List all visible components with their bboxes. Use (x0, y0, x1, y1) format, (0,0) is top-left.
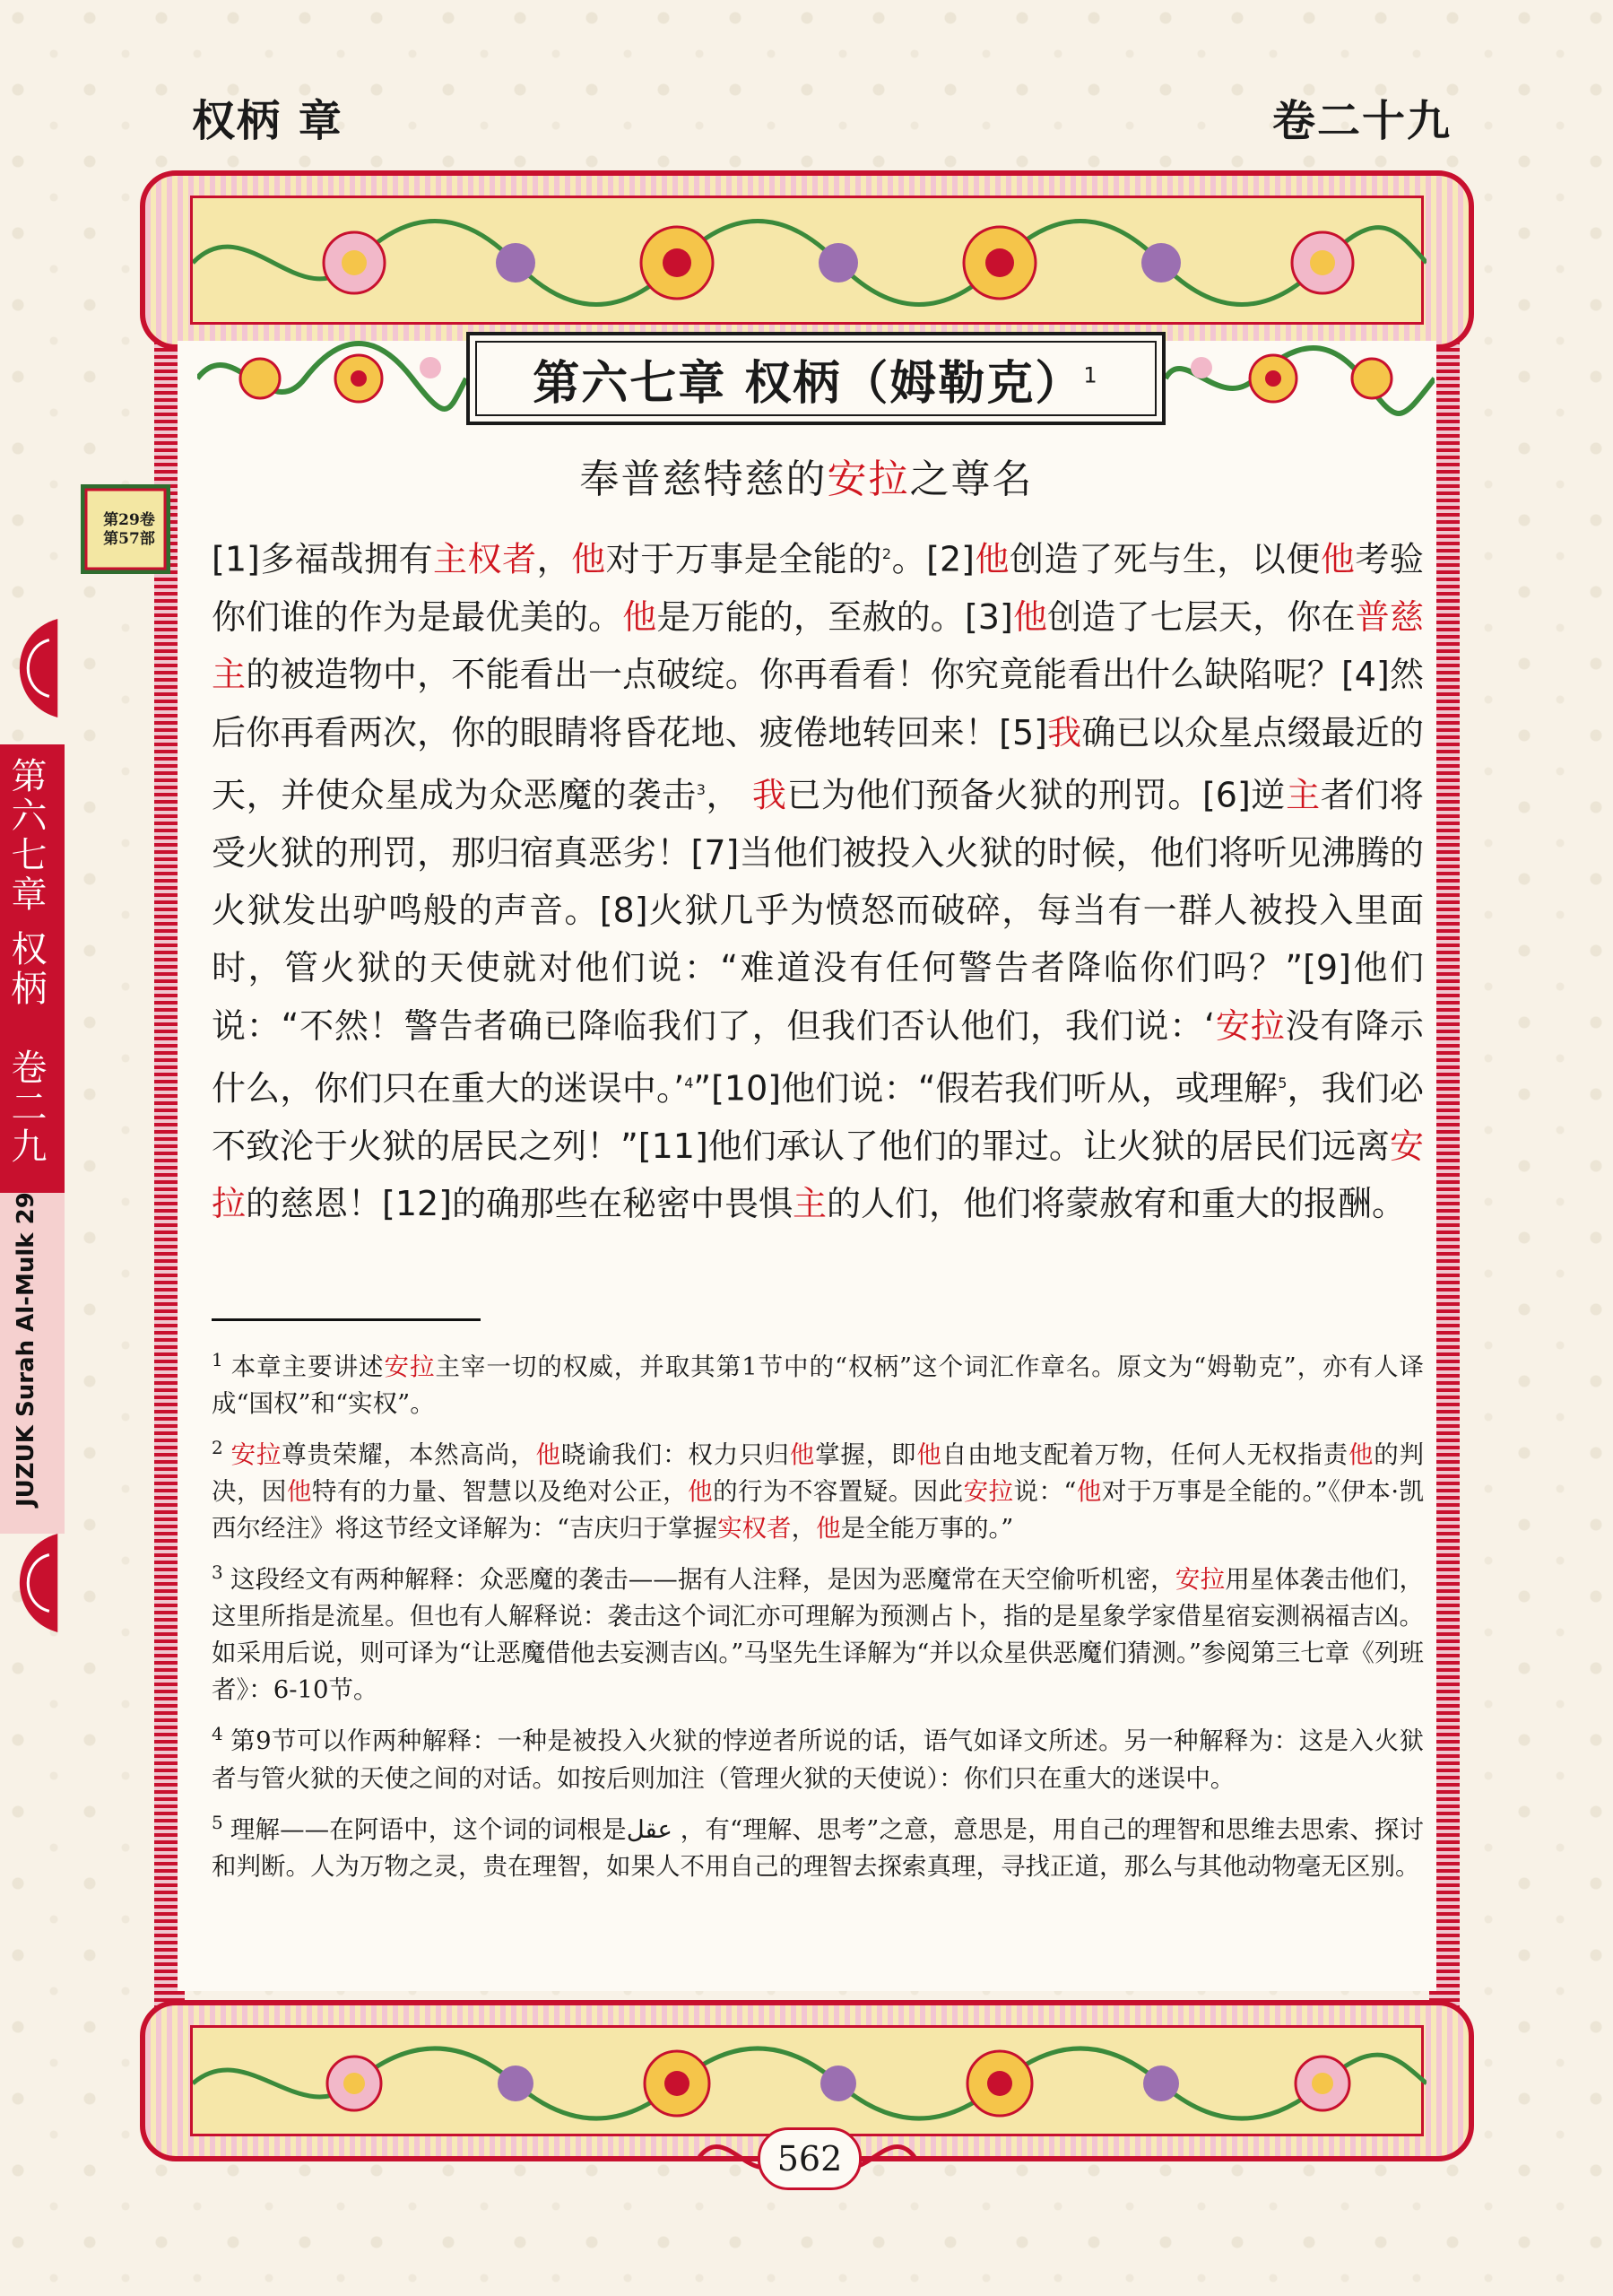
side-swirl-top (0, 619, 65, 718)
verse-text-run: 已为他们预备火狱的刑罚。[6]逆 (786, 775, 1287, 815)
footnote-text-run: 特有的力量、智慧以及绝对公正， (311, 1477, 689, 1507)
page-number-ornament (690, 2117, 924, 2197)
side-swirl-bottom (0, 1534, 65, 1632)
footnote-text-run: 第9节可以作两种解释：一种是被投入火狱的悖逆者所说的话，语气如译文所述。另一种解释为：这是入火狱者与管火狱的天使之间的对话。如按后则加注（管理火狱的天使说）：你们只在重大的迷误中。 (212, 1726, 1424, 1793)
title-footnote-ref: 1 (1083, 362, 1099, 388)
page-number: 562 (758, 2127, 862, 2190)
footnote-highlight: 实权者 (717, 1514, 792, 1544)
side-volume: 卷二九 (5, 1048, 47, 1167)
verse-text-run: 考验你们谁的作为是最优美的。 (212, 539, 1424, 637)
verse-highlight: 安拉 (1215, 1005, 1286, 1046)
footnotes (212, 1342, 1424, 1892)
verse-highlight: 主 (793, 1184, 828, 1224)
basmala-line: 奉普慈特慈的安拉之尊名 (579, 457, 1034, 502)
frame-top-band (140, 170, 1474, 350)
running-header-left: 权柄 章 (192, 96, 343, 146)
footnote-ref: 3 (696, 780, 706, 798)
footnote-number: 4 (212, 1723, 223, 1745)
footnote-text-run: 尊贵荣耀，本然高尚， (282, 1440, 536, 1470)
verse-highlight: 他 (1320, 539, 1356, 579)
title-right-ornament (1166, 332, 1435, 425)
verse-text-run: 创造了七层天，你在 (1047, 596, 1356, 637)
title-left-ornament (197, 332, 466, 425)
verse-text-run: ， (705, 775, 752, 815)
footnote-text-run: 说：“ (1013, 1477, 1077, 1507)
footnote-text-run: 对于万事是全能的。”《伊本·凯西尔经注》将这节经文译解为：“吉庆归于掌握 (212, 1477, 1425, 1544)
footnote-text-run: 本章主要讲述 (230, 1352, 385, 1382)
footnote-number: 3 (212, 1561, 223, 1584)
footnote-text-run: 用星体袭击他们，这里所指是流星。但也有人解释说：袭击这个词汇亦可理解为预测占卜，指的是星象学家借星宿妄测祸福吉凶。如采用后说，则可译为“让恶魔借他去妄测吉凶。”马坚先生译解为“并以众星供恶魔们猜测。”参阅第三七章《列班者》：6-10节。 (212, 1565, 1425, 1705)
verse-text-run: 。[2] (891, 539, 975, 579)
verse-highlight: 安拉 (212, 1126, 1424, 1224)
verse-highlight: 主 (1286, 775, 1321, 815)
footnote (212, 1805, 1424, 1885)
verse-highlight: 他 (622, 596, 657, 637)
verse-text-run: 创造了死与生，以便 (1010, 539, 1321, 579)
top-floral-pattern (193, 198, 1427, 327)
footnote-number: 5 (212, 1811, 223, 1833)
footnote-highlight: 他 (816, 1514, 841, 1544)
footnote-highlight: 安拉 (1175, 1565, 1226, 1595)
footnote-highlight: 他 (789, 1440, 816, 1470)
verse-text-run: ，我们必不致沦于火狱的居民之列！”[11]他们承认了他们的罪过。让火狱的居民们远离 (212, 1068, 1424, 1166)
footnote-text-run: 理解——在阿语中，这个词的词根是عقل ，有“理解、思考”之意，意思是，用自己的理智和思维去思索、探讨和判断。人为万物之灵，贵在理智，如果人不用自己的理智去探索真理，寻找正道，那么与其他动物毫无区别。 (212, 1814, 1425, 1881)
verse-text-run: 确已以众星点缀最近的天，并使众星成为众恶魔的袭击 (212, 712, 1424, 815)
verse-text-run: [1]多福哉拥有 (212, 539, 434, 579)
verse-text-run: ”[10]他们说：“假若我们听从，或理解 (693, 1068, 1279, 1109)
footnote-highlight: 安拉 (230, 1440, 282, 1470)
verse-highlight: 普慈主 (212, 596, 1424, 695)
footnote-highlight: 安拉 (963, 1477, 1014, 1507)
footnote (212, 1342, 1424, 1422)
footnote-rule (212, 1318, 481, 1321)
verse-highlight: 我 (751, 775, 787, 815)
footnote-text-run: 的行为不容置疑。因此 (713, 1477, 964, 1507)
top-band-inner (190, 196, 1424, 325)
verse-highlight: 他 (571, 539, 606, 579)
footnote-text-run: 晓谕我们：权力只归 (560, 1440, 790, 1470)
verse-highlight: 他 (975, 539, 1010, 579)
footnote (212, 1716, 1424, 1796)
footnote-text-run: ， (791, 1514, 817, 1544)
footnote (212, 1430, 1424, 1547)
footnote-highlight: 安拉 (384, 1352, 436, 1382)
chapter-title-box (466, 332, 1166, 425)
footnote-ref: 4 (684, 1074, 694, 1091)
running-header-right: 卷二十九 (1271, 96, 1452, 146)
verse-text-run: 是万能的，至赦的。[3] (656, 596, 1013, 637)
footnote-text-run: 这段经文有两种解释：众恶魔的袭击——据有人注释，是因为恶魔常在天空偷听机密， (230, 1565, 1175, 1595)
verse-text-run: 的人们，他们将蒙赦宥和重大的报酬。 (827, 1184, 1407, 1224)
footnote-number: 1 (212, 1349, 223, 1370)
footnote-text-run: 掌握，即 (815, 1440, 917, 1470)
side-surah-label: JUZUK Surah Al-Mulk 29 (13, 1192, 39, 1507)
footnote (212, 1554, 1424, 1709)
footnote-highlight: 他 (916, 1440, 942, 1470)
verse-text-run: 对于万事是全能的 (605, 539, 882, 579)
footnote-text-run: 主宰一切的权威，并取其第1节中的“权柄”这个词汇作章名。原文为“姆勒克”，亦有人译成“国权”和“实权”。 (212, 1352, 1425, 1419)
verse-highlight: 我 (1046, 712, 1082, 752)
footnote-number: 2 (212, 1437, 223, 1459)
footnote-highlight: 他 (535, 1440, 561, 1470)
footnote-highlight: 他 (1076, 1477, 1102, 1507)
footnote-highlight: 他 (286, 1477, 312, 1507)
verse-text-run: 没有降示什么，你们只在重大的迷误中。’ (212, 1005, 1424, 1109)
verse-text-run: 的被造物中，不能看出一点破绽。你再看看！你究竟能看出什么缺陷呢？[4]然后你再看两次，你的眼睛将昏花地、疲倦地转回来！[5] (212, 655, 1424, 752)
footnote-text-run: 自由地支配着万物，任何人无权指责 (941, 1440, 1349, 1470)
volume-badge (54, 475, 170, 583)
chapter-title-banner (197, 332, 1453, 430)
footnote-ref: 5 (1278, 1074, 1288, 1091)
footnote-ref: 2 (881, 545, 892, 562)
verse-highlight: 他 (1012, 596, 1048, 637)
footnote-text-run: 的判决，因 (212, 1440, 1425, 1507)
verse-text-run: 的慈恩！[12]的确那些在秘密中畏惧 (246, 1184, 793, 1224)
footnote-highlight: 他 (1348, 1440, 1375, 1470)
verse-text-run: 者们将受火狱的刑罚，那归宿真恶劣！[7]当他们被投入火狱的时候，他们将听见沸腾的火狱发出驴鸣般的声音。[8]火狱几乎为愤怒而破碎，每当有一群人被投入里面时，管火狱的天使就对他们说：“难道没有任何警告者降临你们吗？”[9]他们说：“不然！警告者确已降临我们了，但我们否认他们，我们说：‘ (212, 775, 1424, 1046)
badge-volume: 第29卷 (103, 511, 155, 529)
footnote-highlight: 他 (688, 1477, 714, 1507)
footnote-text-run: 是全能万事的。” (840, 1514, 1014, 1544)
verse-text-run: ， (536, 539, 572, 579)
side-chapter: 第六七章 权柄 (5, 757, 47, 1009)
verse-highlight: 主权者 (433, 539, 537, 579)
badge-part: 第57部 (103, 530, 155, 548)
verse-text (212, 526, 1424, 1233)
chapter-title: 第六七章 权柄（姆勒克）$^1$ (533, 356, 1099, 411)
